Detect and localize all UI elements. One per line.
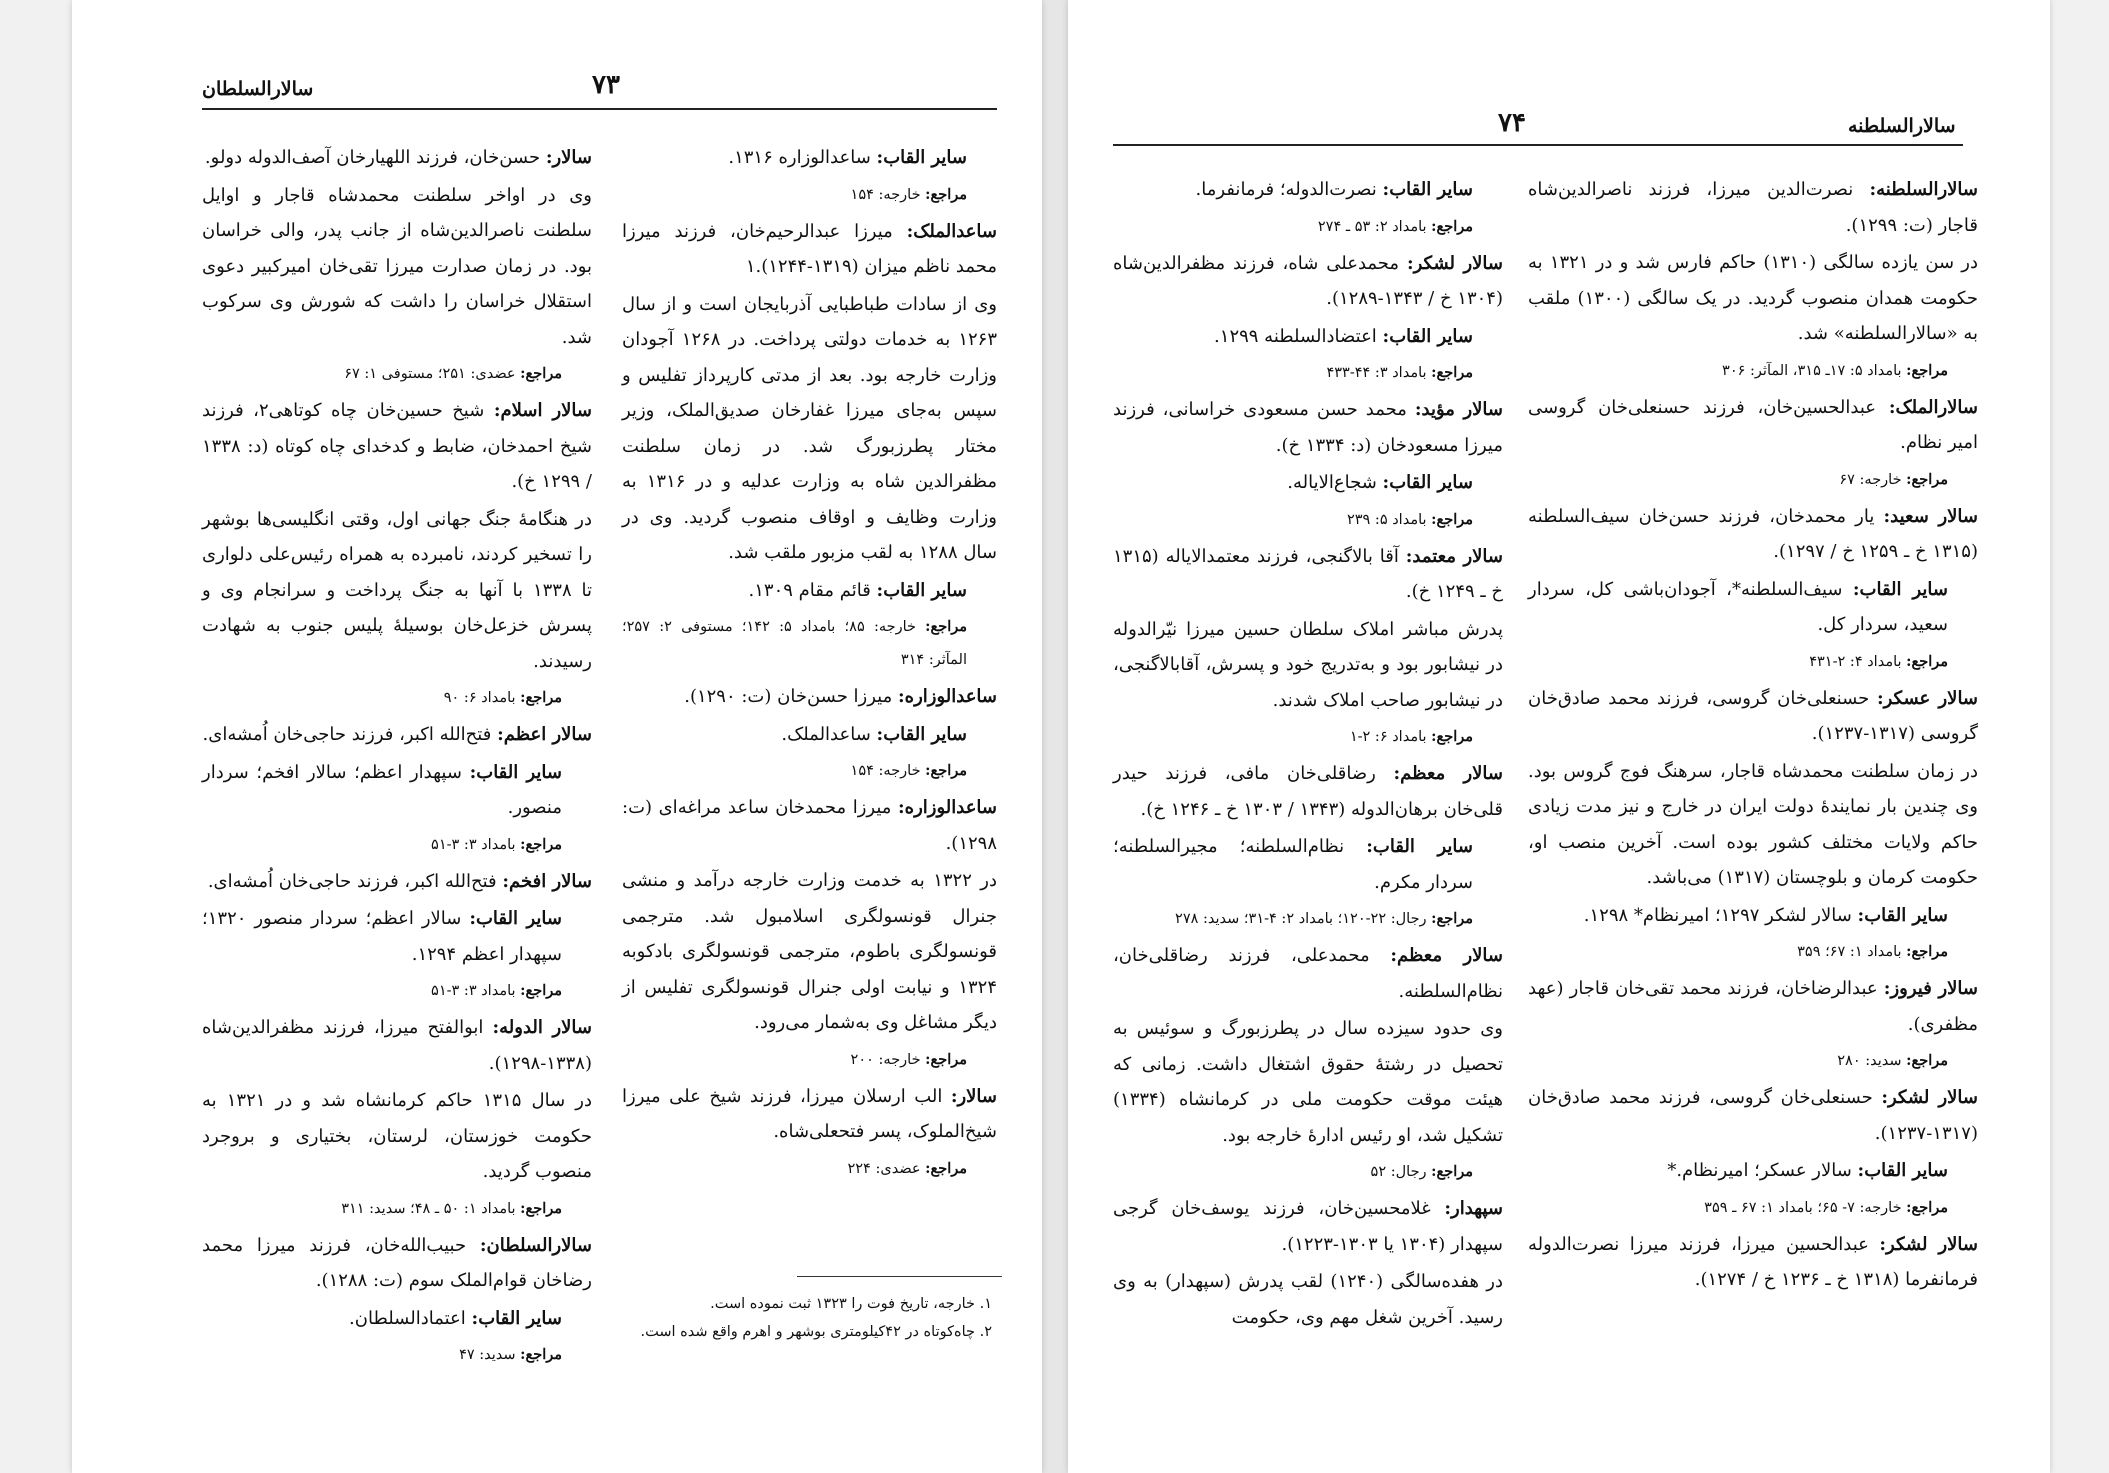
other-titles xyxy=(1113,172,1503,208)
entry-body: بامداد ۲: ۵۳ ـ ۲۷۴ xyxy=(1317,218,1427,235)
entry-body: سالار لشکر ۱۲۹۷؛ امیرنظام* ۱۲۹۸. xyxy=(1583,904,1852,926)
entry-body: میرزا حسن‌خان (ت: ۱۲۹۰). xyxy=(684,686,893,707)
entry-label: مراجع: xyxy=(1906,470,1948,488)
entry-label: سایر القاب: xyxy=(1382,179,1473,200)
entry-body: در زمان سلطنت محمدشاه قاجار، سرهنگ فوج گروس بود. وی چندین بار نمایندهٔ دولت ایران در خارج و نیز مدت زیادی حاکم ولایات مختلف کشور بوده است. آخرین منصب او، حکومت کرمان و بلوچستان (۱۳۱۷) می‌باشد. xyxy=(1528,760,1978,888)
entry-label: سالار عسکر: xyxy=(1876,687,1979,709)
entry-body: اعتمادالسلطان. xyxy=(349,1307,466,1329)
references xyxy=(1113,720,1503,754)
entry-label: مراجع: xyxy=(925,1050,967,1068)
entry-label: سالار: xyxy=(545,147,592,168)
entry-body: وی حدود سیزده سال در پطرزبورگ و سوئیس به تحصیل در رشتهٔ حقوق اشتغال داشت. زمانی که هیئت موقت حکومت ملی در کرمانشاه (۱۳۳۴) تشکیل شد، او رئیس ادارهٔ خارجه بود. xyxy=(1113,1018,1503,1146)
entry-body: عبدالحسین‌خان، فرزند حسنعلی‌خان گروسی امیر نظام. xyxy=(1528,396,1978,453)
entry-label: سالار معتمد: xyxy=(1405,545,1503,567)
header-rule xyxy=(202,108,997,110)
entry-label: سالارالسلطان: xyxy=(479,1234,592,1256)
other-titles xyxy=(622,573,997,609)
entry-body: خارجه: ۶۷ xyxy=(1839,471,1902,488)
references xyxy=(1113,356,1503,390)
entry-body: فتح‌الله اکبر، فرزند حاجی‌خان اُمشه‌ای. xyxy=(207,870,497,892)
references xyxy=(1113,1155,1503,1189)
footnotes xyxy=(632,1290,992,1346)
entry-body: قائم مقام ۱۳۰۹. xyxy=(748,579,871,601)
entry-label: سالار فیروز: xyxy=(1883,978,1978,999)
entry-body: بامداد ۵: ۱۷ـ ۳۱۵، المآثر: ۳۰۶ xyxy=(1722,362,1902,379)
entry-label: سایر القاب: xyxy=(876,723,967,745)
other-titles xyxy=(1113,319,1503,355)
entry-label: مراجع: xyxy=(1431,364,1473,381)
entry-label: مراجع: xyxy=(1431,910,1473,927)
entry-heading xyxy=(1528,681,1978,752)
entry-heading xyxy=(202,393,592,500)
entry-label: ساعدالوزاره: xyxy=(898,797,997,818)
entry-label: مراجع: xyxy=(520,1199,562,1217)
references xyxy=(1528,935,1978,969)
references xyxy=(622,754,997,788)
entry-heading xyxy=(1113,392,1503,463)
entry-heading xyxy=(1113,1191,1503,1262)
entry-label: مراجع: xyxy=(520,1346,562,1363)
entry-label: سالار مؤید: xyxy=(1414,399,1503,420)
other-titles xyxy=(1113,465,1503,501)
references xyxy=(622,1152,997,1186)
entry-label: سایر القاب: xyxy=(876,579,967,601)
running-title: سالارالسلطان xyxy=(202,78,314,100)
entry-label: سایر القاب: xyxy=(1852,578,1948,600)
other-titles xyxy=(1528,1153,1978,1189)
entry-body: بامداد ۶: ۲-۱ xyxy=(1349,729,1427,745)
references xyxy=(1113,902,1503,936)
entry-label: سالارالملک: xyxy=(1888,396,1978,418)
entry-body: محمدعلی، فرزند رضاقلی‌خان، نظام‌السلطنه. xyxy=(1113,945,1503,1002)
entry-body: خارجه: ۱۵۴ xyxy=(850,763,921,779)
entry-label: مراجع: xyxy=(1906,652,1948,670)
entry-label: مراجع: xyxy=(520,982,562,999)
other-titles xyxy=(622,717,997,753)
entry-body: سالار اعظم؛ سردار منصور ۱۳۲۰؛ سپهدار اعظم ۱۲۹۴. xyxy=(202,908,562,965)
entry-label: مراجع: xyxy=(925,618,968,635)
entry-body: نصرت‌الدوله؛ فرمانفرما. xyxy=(1195,179,1377,200)
references xyxy=(1528,1191,1978,1225)
entry-label: سالار اسلام: xyxy=(493,400,592,421)
entry-body: ابوالفتح میرزا، فرزند مظفرالدین‌شاه (۱۳۳۸-۱۲۹۸). xyxy=(202,1017,592,1074)
entry-label: سالار لشکر: xyxy=(1879,1233,1978,1255)
entry-body: غلامحسین‌خان، فرزند یوسف‌خان گرجی سپهدار (۱۳۰۴ یا ۱۳۰۳-۱۲۲۳). xyxy=(1113,1198,1503,1255)
entry-heading xyxy=(1528,1227,1978,1298)
references xyxy=(622,1043,997,1077)
entry-heading xyxy=(1113,756,1503,827)
entry-label: سایر القاب: xyxy=(1366,836,1473,857)
entry-label: مراجع: xyxy=(1906,943,1948,960)
entry-body: پدرش مباشر املاک سلطان حسین میرزا نیّرالدوله در نیشابور بود و به‌تدریج خود و پسرش، آقابالاگنجی، در نیشابور صاحب املاک شدند. xyxy=(1113,618,1503,711)
entry-body: عبدالرضاخان، فرزند محمد تقی‌خان قاجار (عهد مظفری). xyxy=(1528,978,1978,1035)
entry-label: سالار افخم: xyxy=(502,870,592,892)
entry-label: سالار: xyxy=(950,1085,997,1107)
entry-body: سالار عسکر؛ امیرنظام.* xyxy=(1667,1160,1852,1181)
entry-heading xyxy=(622,790,997,861)
entry-label: سالار سعید: xyxy=(1883,505,1978,527)
entry-text xyxy=(202,502,592,680)
entry-body: شجاع‌الایاله. xyxy=(1287,472,1377,493)
entry-label: مراجع: xyxy=(520,835,562,853)
entry-label: سایر القاب: xyxy=(1382,325,1473,347)
entry-body: ساعدالملک. xyxy=(781,723,871,745)
entry-heading xyxy=(202,140,592,176)
entry-body: نصرت‌الدین میرزا، فرزند ناصرالدین‌شاه قاجار (ت: ۱۲۹۹). xyxy=(1528,179,1978,236)
entry-body: خارجه: ۱۵۴ xyxy=(850,186,921,203)
references xyxy=(1528,645,1978,679)
entry-body: الب ارسلان میرزا، فرزند شیخ علی میرزا شیخ‌الملوک، پسر فتحعلی‌شاه. xyxy=(622,1085,997,1142)
entry-body: شیخ حسین‌خان چاه کوتاهی۲، فرزند شیخ احمدخان، ضابط و کدخدای چاه کوتاه (د: ۱۳۳۸ / ۱۲۹۹ خ). xyxy=(202,400,592,492)
entry-body: بامداد ۳: ۴۴-۴۳۳ xyxy=(1326,365,1427,381)
entry-label: مراجع: xyxy=(925,185,967,203)
entry-heading xyxy=(622,679,997,715)
entry-body: بامداد ۳: ۳-۵۱ xyxy=(431,983,516,999)
entry-label: سایر القاب: xyxy=(469,761,562,783)
entry-body: میرزا عبدالرحیم‌خان، فرزند میرزا محمد ناظم میزان (۱۳۱۹-۱۲۴۴).۱ xyxy=(622,220,997,277)
other-titles xyxy=(1113,829,1503,900)
entry-body: آقا بالاگنجی، فرزند معتمدالایاله (۱۳۱۵ خ ـ ۱۲۴۹ خ). xyxy=(1113,545,1503,602)
references xyxy=(202,1192,592,1226)
entry-body: خارجه: ۲۰۰ xyxy=(850,1051,921,1068)
entry-text xyxy=(622,287,997,571)
entry-body: یار محمدخان، فرزند حسن‌خان سیف‌السلطنه (۱۳۱۵ خ ـ ۱۲۵۹ خ / ۱۲۹۷). xyxy=(1528,505,1978,562)
references xyxy=(622,178,997,212)
entry-label: سالار لشکر: xyxy=(1881,1087,1979,1108)
other-titles xyxy=(1528,572,1978,643)
entry-body: خارجه: ۸۵؛ بامداد ۵: ۱۴۲؛ مستوفی ۲: ۲۵۷؛ المآثر: ۳۱۴ xyxy=(622,619,967,668)
entry-body: فتح‌الله اکبر، فرزند حاجی‌خان اُمشه‌ای. xyxy=(202,724,492,745)
page-73 xyxy=(72,0,1042,1473)
entry-label: ساعدالملک: xyxy=(906,220,997,242)
text-column-right xyxy=(1528,172,1978,1300)
entry-label: سایر القاب: xyxy=(471,1307,562,1329)
entry-label: مراجع: xyxy=(1431,1163,1473,1180)
entry-label: مراجع: xyxy=(1906,361,1948,379)
entry-body: ساعدالوزاره ۱۳۱۶. xyxy=(728,147,871,168)
entry-body: عضدی: ۲۵۱؛ مستوفی ۱: ۶۷ xyxy=(344,366,516,382)
entry-body: بامداد ۱: ۶۷؛ ۳۵۹ xyxy=(1797,944,1902,960)
entry-heading xyxy=(1528,390,1978,461)
text-column-right xyxy=(202,140,592,1374)
entry-body: نظام‌السلطنه؛ مجیرالسلطنه؛ سردار مکرم. xyxy=(1113,836,1473,893)
entry-heading xyxy=(1528,499,1978,570)
entry-heading xyxy=(1113,246,1503,317)
entry-heading xyxy=(202,864,592,900)
entry-body: عبدالحسین میرزا، فرزند میرزا نصرت‌الدوله فرمانفرما (۱۳۱۸ خ ـ ۱۲۳۶ خ / ۱۲۷۴). xyxy=(1528,1233,1978,1290)
references xyxy=(1113,210,1503,244)
entry-label: سایر القاب: xyxy=(469,908,562,929)
entry-body: حسنعلی‌خان گروسی، فرزند محمد صادق‌خان (۱۳۱۷-۱۲۳۷). xyxy=(1528,1087,1978,1144)
entry-body: بامداد ۵: ۲۳۹ xyxy=(1346,511,1427,528)
references xyxy=(622,610,997,677)
page-number: ۷۳ xyxy=(592,70,620,100)
other-titles xyxy=(1528,898,1978,934)
entry-body: بامداد ۱: ۵۰ ـ ۴۸؛ سدید: ۳۱۱ xyxy=(341,1200,516,1217)
entry-body: محمد حسن مسعودی خراسانی، فرزند میرزا مسعودخان (د: ۱۳۳۴ خ). xyxy=(1113,399,1503,456)
entry-body: در سن یازده سالگی (۱۳۱۰) حاکم فارس شد و در ۱۳۲۱ به حکومت همدان منصوب گردید. در یک سالگی (۱۳۰۰) ملقب به «سالارالسلطنه» شد. xyxy=(1528,252,1978,344)
entry-body: حسن‌خان، فرزند اللهیارخان آصف‌الدوله دولو. xyxy=(204,147,541,168)
footnote-1: ۱. خارجه، تاریخ فوت را ۱۳۲۳ ثبت نموده است. xyxy=(710,1296,992,1312)
entry-text xyxy=(1113,612,1503,719)
entry-heading xyxy=(202,1228,592,1299)
entry-body: در سال ۱۳۱۵ حاکم کرمانشاه شد و در ۱۳۲۱ به حکومت خوزستان، لرستان، بختیاری و بروجرد منصوب گردید. xyxy=(202,1090,592,1182)
entry-body: بامداد ۶: ۹۰ xyxy=(443,690,516,706)
entry-label: مراجع: xyxy=(1431,728,1473,745)
page-number: ۷۴ xyxy=(1498,108,1526,138)
entry-label: مراجع: xyxy=(1431,217,1473,235)
entry-body: در ۱۳۲۲ به خدمت وزارت خارجه درآمد و منشی جنرال قونسولگری اسلامبول شد. مترجمی قونسولگری باطوم، مترجمی قونسولگری بادکوبه ۱۳۲۴ و نیابت اولی جنرال قونسولگری تفلیس از دیگر مشاغل وی به‌شمار می‌رود. xyxy=(622,870,997,1033)
entry-body: سیف‌السلطنه*، آجودان‌باشی کل، سردار سعید، سردار کل. xyxy=(1528,578,1948,635)
entry-body: حبیب‌الله‌خان، فرزند میرزا محمد رضاخان قوام‌الملک سوم (ت: ۱۲۸۸). xyxy=(202,1234,592,1291)
entry-text xyxy=(1528,245,1978,352)
entry-body: در هنگامهٔ جنگ جهانی اول، وقتی انگلیسی‌ها بوشهر را تسخیر کردند، نامبرده به همراه رئیس‌علی دلواری تا ۱۳۳۸ با آنها به جنگ پرداخت و سرانجام وی و پسرش خزعل‌خان بوسیلهٔ پلیس جنوب به شهادت رسیدند. xyxy=(202,508,593,672)
entry-body: عضدی: ۲۲۴ xyxy=(847,1160,921,1177)
footnote-2: ۲. چاه‌کوتاه در ۴۲کیلومتری بوشهر و اهرم واقع شده است. xyxy=(640,1324,992,1340)
entry-label: مراجع: xyxy=(520,365,562,382)
entry-text xyxy=(1528,754,1978,896)
entry-heading xyxy=(1528,971,1978,1042)
other-titles xyxy=(202,1301,592,1337)
entry-body: حسنعلی‌خان گروسی، فرزند محمد صادق‌خان گروسی (۱۳۱۷-۱۲۳۷). xyxy=(1528,687,1978,744)
entry-body: رضاقلی‌خان مافی، فرزند حیدر قلی‌خان برهان‌الدوله (۱۳۴۳ / ۱۳۰۳ خ ـ ۱۲۴۶ خ). xyxy=(1113,763,1503,820)
references xyxy=(1528,354,1978,388)
page-74 xyxy=(1068,0,2050,1473)
references xyxy=(202,1338,592,1372)
entry-heading xyxy=(1113,938,1503,1009)
other-titles xyxy=(202,901,592,972)
entry-label: سایر القاب: xyxy=(1382,472,1473,493)
other-titles xyxy=(622,140,997,176)
entry-heading xyxy=(202,717,592,753)
running-title: سالارالسلطنه xyxy=(1848,115,1956,137)
entry-label: سپهدار: xyxy=(1444,1198,1503,1219)
entry-label: سایر القاب: xyxy=(876,147,967,168)
references xyxy=(202,828,592,862)
entry-label: سالار معظم: xyxy=(1390,945,1503,966)
entry-label: مراجع: xyxy=(925,1159,967,1177)
entry-label: مراجع: xyxy=(925,762,967,779)
entry-body: رجال: ۵۲ xyxy=(1370,1164,1427,1180)
entry-label: سایر القاب: xyxy=(1857,1160,1948,1181)
references xyxy=(202,681,592,715)
entry-label: مراجع: xyxy=(1906,1052,1948,1069)
entry-label: مراجع: xyxy=(520,689,562,706)
entry-body: بامداد ۴: ۲-۴۳۱ xyxy=(1809,653,1902,670)
entry-heading xyxy=(202,1010,592,1081)
entry-body: وی در اواخر سلطنت محمدشاه قاجار و اوایل سلطنت ناصرالدین‌شاه از جانب پدر، والی خراسان بود. در زمان صدارت میرزا تقی‌خان امیرکبیر دعوی استقلال خراسان را داشت که شورش وی سرکوب شد. xyxy=(202,184,592,348)
entry-label: مراجع: xyxy=(1431,510,1473,528)
header-rule xyxy=(1113,144,1963,146)
entry-body: وی از سادات طباطبایی آذربایجان است و از سال ۱۲۶۳ به خدمات دولتی پرداخت. در ۱۲۶۸ آجودان وزارت خارجه بود. بعد از مدتی کارپرداز تفلیس و سپس به‌جای میرزا غفارخان صدیق‌الملک، وزیر مختار پطرزبورگ شد. در زمان سلطنت مظفرالدین شاه به وزارت عدلیه و در ۱۳۱۶ به وزارت وظایف و اوقاف منصوب گردید. وی در سال ۱۲۸۸ به لقب مزبور ملقب شد. xyxy=(622,293,998,563)
entry-text xyxy=(1113,1011,1503,1153)
entry-body: خارجه: ۷- ۶۵؛ بامداد ۱: ۶۷ ـ ۳۵۹ xyxy=(1704,1199,1902,1216)
footnote-rule xyxy=(797,1276,1002,1277)
entry-heading xyxy=(1113,539,1503,610)
entry-heading xyxy=(1528,1080,1978,1151)
entry-heading xyxy=(622,1079,997,1150)
entry-body: سپهدار اعظم؛ سالار افخم؛ سردار منصور. xyxy=(202,761,562,818)
references xyxy=(202,974,592,1008)
entry-label: سالار اعظم: xyxy=(497,724,592,745)
entry-body: میرزا محمدخان ساعد مراغه‌ای (ت: ۱۲۹۸). xyxy=(622,797,997,854)
references xyxy=(1528,463,1978,497)
entry-label: ساعدالوزاره: xyxy=(898,686,997,707)
entry-text xyxy=(1113,1264,1503,1335)
entry-body: سدید: ۲۸۰ xyxy=(1837,1053,1902,1069)
entry-body: محمدعلی شاه، فرزند مظفرالدین‌شاه (۱۳۰۴ خ / ۱۳۴۳-۱۲۸۹). xyxy=(1113,252,1503,309)
entry-heading xyxy=(1528,172,1978,243)
references xyxy=(202,357,592,391)
entry-label: سالار معظم: xyxy=(1393,763,1503,784)
entry-body: بامداد ۳: ۳-۵۱ xyxy=(431,836,516,853)
entry-label: مراجع: xyxy=(1906,1198,1948,1216)
entry-body: رجال: ۲۲-۱۲۰؛ بامداد ۲: ۴-۳۱؛ سدید: ۲۷۸ xyxy=(1175,911,1427,927)
text-column-left xyxy=(1113,172,1503,1337)
other-titles xyxy=(202,755,592,826)
references xyxy=(1113,503,1503,537)
book-gutter xyxy=(1042,0,1068,1473)
entry-text xyxy=(202,1083,592,1190)
entry-body: اعتضادالسلطنه ۱۲۹۹. xyxy=(1214,325,1377,347)
entry-text xyxy=(202,178,592,356)
text-column-left xyxy=(622,140,997,1188)
entry-label: سالار لشکر: xyxy=(1406,252,1503,274)
entry-body: در هفده‌سالگی (۱۲۴۰) لقب پدرش (سپهدار) به وی رسید. آخرین شغل مهم وی، حکومت xyxy=(1113,1271,1503,1328)
entry-heading xyxy=(622,214,997,285)
entry-body: سدید: ۴۷ xyxy=(459,1347,516,1363)
entry-label: سالار الدوله: xyxy=(492,1017,592,1038)
entry-label: سایر القاب: xyxy=(1857,904,1948,926)
entry-label: سالارالسلطنه: xyxy=(1869,179,1978,200)
entry-text xyxy=(622,863,997,1041)
references xyxy=(1528,1044,1978,1078)
